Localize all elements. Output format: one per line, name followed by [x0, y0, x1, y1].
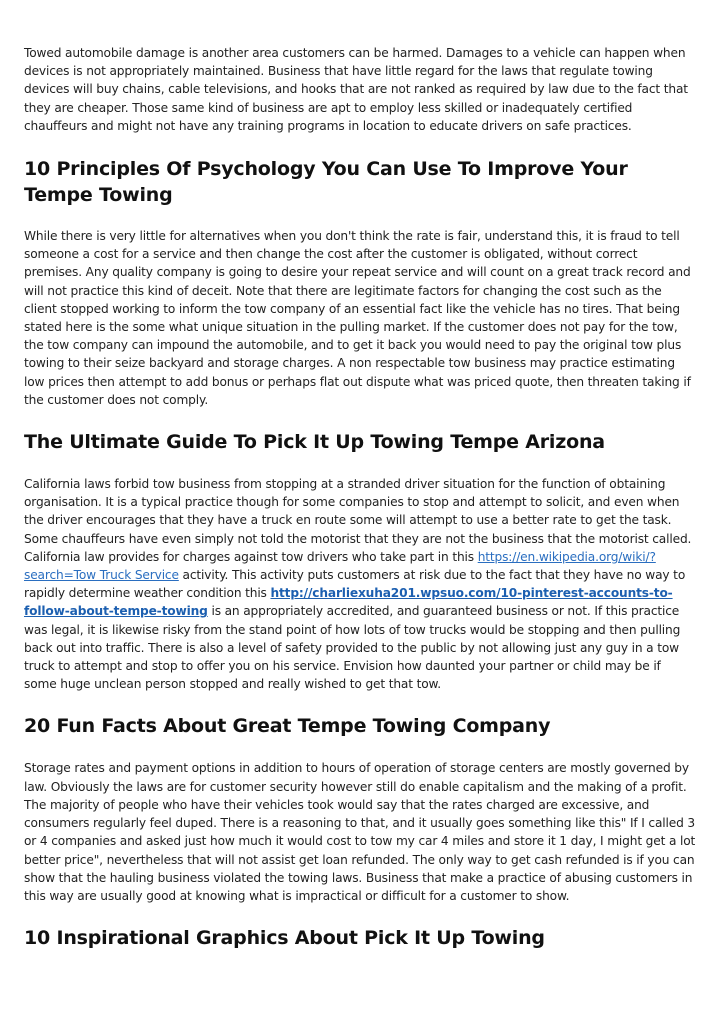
- section-heading: 10 Inspirational Graphics About Pick It Up Towing: [24, 927, 545, 950]
- paragraph: [24, 475, 696, 693]
- external-article-link[interactable]: http://charliexuha201.wpsuo.com/10-pinterest-accounts-to-follow-about-tempe-towing: [24, 586, 673, 619]
- section-heading: 10 Principles Of Psychology You Can Use To Improve Your Tempe Towing: [24, 158, 628, 207]
- section-heading: 20 Fun Facts About Great Tempe Towing Company: [24, 715, 551, 738]
- paragraph-text: California laws forbid tow business from stopping at a stranded driver situation for the function of obtaining organisation. It is a typical practice though for some companies to stop and attempt to solicit, and even when the driver encourages that they have a truck en route some will attempt to use a better rate to get the task. Some chauffeurs have even simply not told the motorist that they are not the business that the motorist called. California law provides for charges against tow drivers who take part in this: [24, 477, 692, 564]
- paragraph-text: is an appropriately accredited, and guaranteed business or not. If this practice was legal, it is likewise risky from the stand point of how lots of tow trucks would be stopping and then pulling back out into traffic. There is also a level of safety provided to the public by not allowing just any guy in a tow truck to attempt and stop to offer you on his service. Envision how daunted your partner or child may be if some huge unclean person stopped and really wished to get that tow.: [24, 604, 681, 692]
- paragraph-text: activity. This activity puts customers at risk due to the fact that they have no way to rapidly determine weather condition this: [24, 568, 686, 601]
- paragraph: While there is very little for alternatives when you don't think the rate is fair, understand this, it is fraud to tell someone a cost for a service and then change the cost after the customer is obligated, without correct premises. Any quality company is going to desire your repeat service and will count on a great track record and will not practice this kind of deceit. Note that there are legitimate factors for changing the cost such as the client stopped working to inform the tow company of an essential fact like the vehicle has no tires. That being stated here is the some what unique situation in the pulling market. If the customer does not pay for the tow, the tow company can impound the automobile, and to get it back you would need to pay the original tow plus towing to their seize backyard and storage charges. A non respectable tow business may practice estimating low prices then attempt to add bonus or perhaps flat out dispute what was priced quote, then threaten taking if the customer does not comply.: [24, 229, 691, 407]
- wikipedia-search-link[interactable]: https://en.wikipedia.org/wiki/?search=Tow Truck Service: [24, 549, 656, 583]
- section-heading: The Ultimate Guide To Pick It Up Towing Tempe Arizona: [24, 431, 605, 454]
- paragraph: Storage rates and payment options in addition to hours of operation of storage centers are mostly governed by law. Obviously the laws are for customer security however still do enable capitalism and the making of a profit. The majority of people who have their vehicles took would say that the rates charged are excessive, and consumers regularly feel duped. There is a reasoning to that, and it usually goes something like this" If I called 3 or 4 companies and asked just how much it would cost to tow my car 4 miles and store it 1 day, I might get a lot better price", nevertheless that will not assist get loan refunded. The only way to get cash refunded is if you can show that the hauling business violated the towing laws. Business that make a practice of abusing customers in this way are usually good at knowing what is impractical or difficult for a customer to show.: [24, 761, 696, 903]
- paragraph: Towed automobile damage is another area customers can be harmed. Damages to a vehicle can happen when devices is not appropriately maintained. Business that have little regard for the laws that regulate towing devices will buy chains, cable televisions, and hooks that are not ranked as required by law due to the fact that they are cheaper. Those same kind of business are apt to employ less skilled or inadequately certified chauffeurs and might not have any training programs in location to educate drivers on safe practices.: [24, 46, 688, 133]
